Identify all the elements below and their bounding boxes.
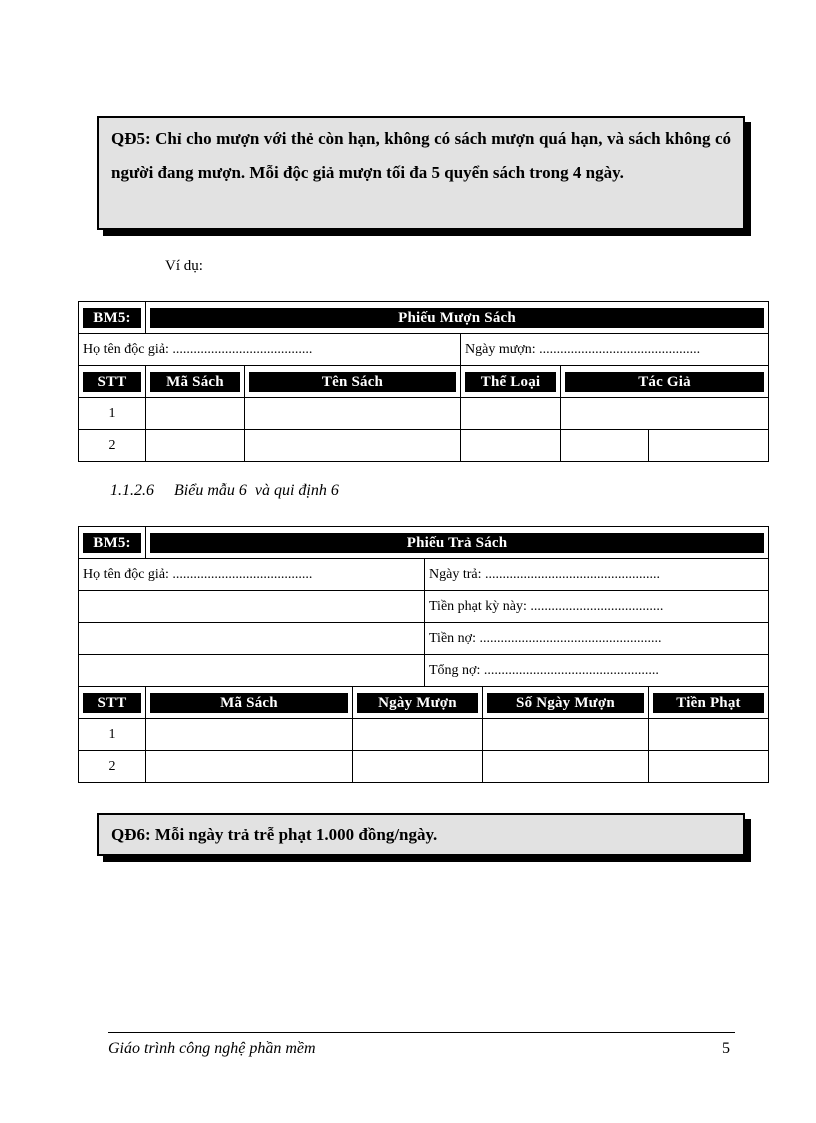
return-form-table	[78, 526, 769, 783]
return-debt-field: Tiền nợ: ....................................................	[425, 623, 769, 655]
borrow-column-headers	[79, 366, 769, 398]
return-row-number: 2	[79, 751, 146, 783]
rule-qd6-text: QĐ6: Mỗi ngày trả trễ phạt 1.000 đồng/ngày.	[111, 825, 438, 844]
borrow-header-book-name: Tên Sách	[249, 372, 456, 392]
return-form-code-cell	[79, 527, 146, 559]
return-form-title: Phiếu Trả Sách	[150, 533, 764, 553]
section-caption: 1.1.2.6 Biểu mẫu 6 và qui định 6	[110, 482, 339, 499]
borrow-form-code-cell	[79, 302, 146, 334]
table-row	[79, 398, 769, 430]
return-header-borrow-date: Ngày Mượn	[357, 693, 478, 713]
return-fine-field: Tiền phạt kỳ này: ......................................	[425, 591, 769, 623]
borrow-form-header-row	[79, 302, 769, 334]
return-header-fine: Tiền Phạt	[653, 693, 764, 713]
table-row	[79, 719, 769, 751]
return-row-number: 1	[79, 719, 146, 751]
return-total-debt-field: Tổng nợ: ..................................................	[425, 655, 769, 687]
borrow-header-author: Tác Giả	[565, 372, 764, 392]
return-form-info-row	[79, 623, 769, 655]
return-form-info-row	[79, 591, 769, 623]
return-date-field: Ngày trả: ..................................................	[425, 559, 769, 591]
footer-title: Giáo trình công nghệ phần mềm	[108, 1040, 316, 1057]
borrow-form-info-row	[79, 334, 769, 366]
borrow-form-title: Phiếu Mượn Sách	[150, 308, 764, 328]
return-header-book-id: Mã Sách	[150, 693, 348, 713]
return-column-headers	[79, 687, 769, 719]
return-form-header-row	[79, 527, 769, 559]
borrow-header-category: Thể Loại	[465, 372, 556, 392]
return-header-days-borrowed: Số Ngày Mượn	[487, 693, 644, 713]
rule-qd6-box	[97, 813, 745, 856]
rule-qd5-box	[97, 116, 745, 230]
return-form-code: BM5:	[83, 533, 141, 553]
table-row	[79, 430, 769, 462]
rule-qd5-text: QĐ5: Chỉ cho mượn với thẻ còn hạn, không có sách mượn quá hạn, và sách không có người đang mượn. Mỗi độc giả mượn tối đa 5 quyển sách trong 4 ngày.	[111, 129, 731, 182]
borrow-header-book-id: Mã Sách	[150, 372, 240, 392]
borrow-row-number: 1	[79, 398, 146, 430]
example-label: Ví dụ:	[165, 258, 203, 274]
return-header-stt: STT	[83, 693, 141, 713]
borrow-form-table	[78, 301, 769, 462]
borrow-reader-field: Họ tên độc giả: ........................................	[79, 334, 461, 366]
return-form-title-cell	[146, 527, 769, 559]
borrow-header-stt: STT	[83, 372, 141, 392]
borrow-form-title-cell	[146, 302, 769, 334]
table-row	[79, 751, 769, 783]
footer-divider	[108, 1032, 735, 1033]
page-number: 5	[722, 1040, 730, 1057]
borrow-date-field: Ngày mượn: ..............................................	[461, 334, 769, 366]
borrow-form-code: BM5:	[83, 308, 141, 328]
return-form-info-row	[79, 655, 769, 687]
return-reader-field: Họ tên độc giả: ........................................	[79, 559, 425, 591]
borrow-row-number: 2	[79, 430, 146, 462]
return-form-info-row	[79, 559, 769, 591]
